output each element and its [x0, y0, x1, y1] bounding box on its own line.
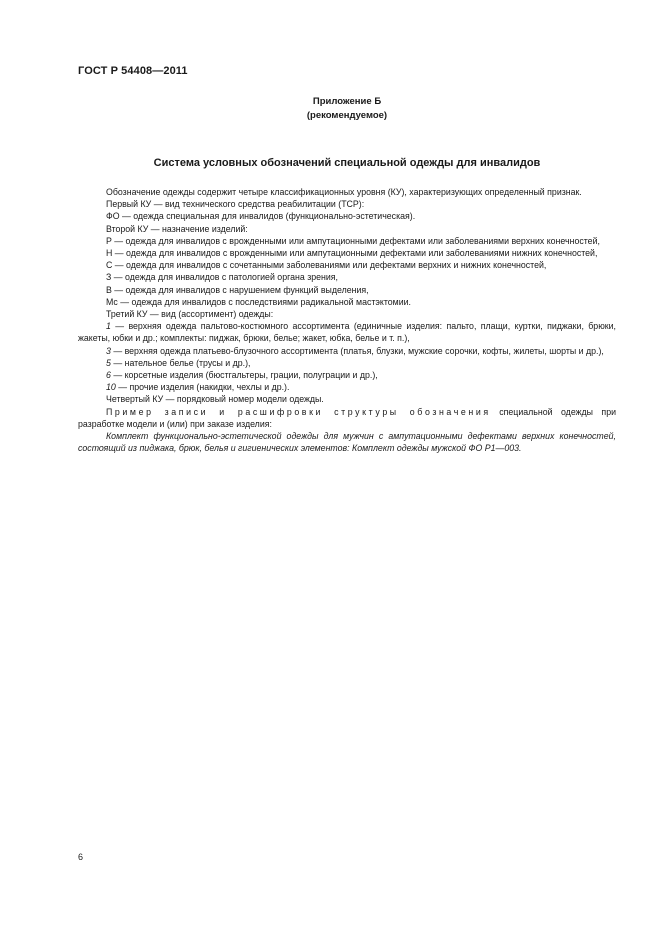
- assortment-number: 3: [106, 345, 111, 356]
- page-number: 6: [78, 852, 84, 862]
- paragraph: В — одежда для инвалидов с нарушением функций выделения,: [106, 284, 369, 295]
- assortment-number: 1: [106, 321, 111, 332]
- paragraph: Р — одежда для инвалидов с врожденными или ампутационными дефектами или заболеваниями верхних конечностей,: [106, 235, 600, 246]
- paragraph: ФО — одежда специальная для инвалидов (функционально-эстетическая).: [106, 211, 416, 222]
- assortment-item: [78, 357, 616, 369]
- assortment-number: 10: [106, 382, 116, 393]
- appendix-type: (рекомендуемое): [306, 110, 388, 121]
- example-rest: специальной одежды при разработке модели и (или) при заказе изделия:: [78, 406, 617, 429]
- paragraph: Мс — одежда для инвалидов с последствиями радикальной мастэктомии.: [106, 296, 411, 307]
- assortment-text: — корсетные изделия (бюстгальтеры, грации, полуграции и др.),: [110, 370, 378, 381]
- assortment-item: [78, 320, 616, 344]
- assortment-text: — верхняя одежда пальтово-костюмного ассортимента (единичные изделия: пальто, плащи, куртки, пиджаки, брюки, жакеты, юбки и др.; комплекты: пиджак, брюки, белье; жакет, юбка, белье и т. п.),: [78, 321, 616, 344]
- paragraph: С — одежда для инвалидов с сочетанными заболеваниями или дефектами верхних и нижних конечностей,: [106, 260, 547, 271]
- paragraph: Третий КУ — вид (ассортимент) одежды:: [106, 309, 274, 320]
- assortment-item: [78, 381, 616, 393]
- assortment-item: [78, 345, 616, 357]
- assortment-text: — верхняя одежда платьево-блузочного ассортимента (платья, блузки, мужские сорочки, кофты, жилеты, шорты и др.),: [110, 345, 604, 356]
- assortment-number: 6: [106, 370, 111, 381]
- assortment-number: 5: [106, 357, 111, 368]
- example-lead: Пример записи и расшифровки структуры обозначения: [106, 406, 491, 417]
- section-title: Система условных обозначений специальной одежды для инвалидов: [153, 157, 541, 169]
- example-intro: [78, 406, 616, 430]
- assortment-text: — прочие изделия (накидки, чехлы и др.).: [115, 382, 290, 393]
- appendix-heading: [0, 95, 661, 123]
- appendix-label: Приложение Б: [312, 96, 382, 107]
- paragraph: Первый КУ — вид технического средства реабилитации (ТСР):: [106, 199, 365, 210]
- paragraph: Второй КУ — назначение изделий:: [106, 223, 248, 234]
- paragraph: Четвертый КУ — порядковый номер модели одежды.: [106, 394, 324, 405]
- document-body: [78, 186, 616, 454]
- example-text: Комплект функционально-эстетической одежды для мужчин с ампутационными дефектами верхних конечностей, состоящий из пиджака, брюк, белья и гигиенических элементов: Комплект одежды мужской ФО Р1—003.: [78, 431, 616, 454]
- assortment-item: [78, 369, 616, 381]
- document-header: ГОСТ Р 54408—2011: [78, 65, 188, 77]
- paragraph: З — одежда для инвалидов с патологией органа зрения,: [106, 272, 338, 283]
- paragraph: Н — одежда для инвалидов с врожденными или ампутационными дефектами или заболеваниями нижних конечностей,: [106, 248, 598, 259]
- assortment-text: — нательное белье (трусы и др.),: [110, 357, 251, 368]
- paragraph: Обозначение одежды содержит четыре классификационных уровня (КУ), характеризующих определенный признак.: [106, 187, 582, 197]
